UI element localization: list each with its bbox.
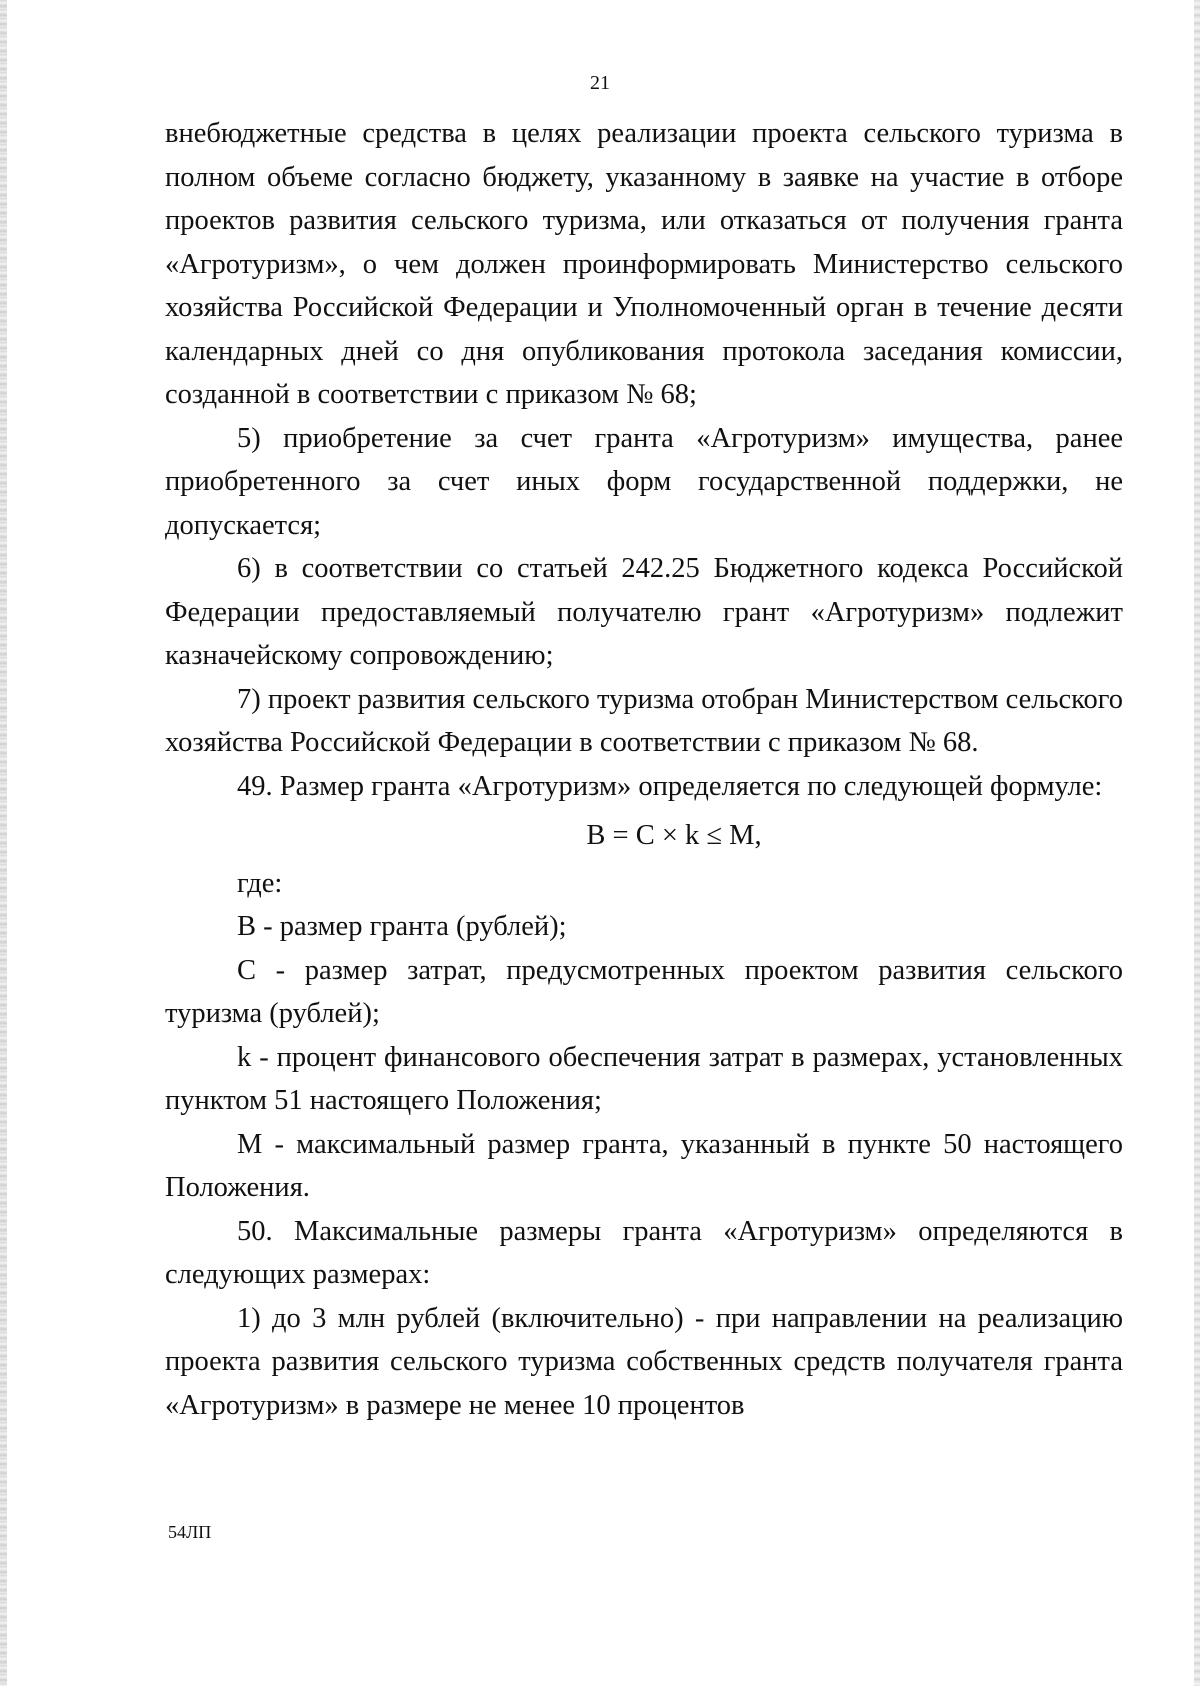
document-body xyxy=(165,112,1123,1427)
scan-edge-left xyxy=(0,0,7,1686)
paragraph-continuation: внебюджетные средства в целях реализации проекта сельского туризма в полном объеме согласно бюджету, указанному в заявке на участие в отборе проектов развития сельского туризма, или отказаться от получения гранта «Агротуризм», о чем должен проинформировать Министерство сельского хозяйства Российской Федерации и Уполномоченный орган в течение десяти календарных дней со дня опубликования протокола заседания комиссии, созданной в соответствии с приказом № 68; xyxy=(165,118,1123,410)
formula-def-k: k - процент финансового обеспечения затрат в размерах, установленных пунктом 51 настоящего Положения; xyxy=(165,1041,1123,1116)
list-item-7: 7) проект развития сельского туризма отобран Министерством сельского хозяйства Российской Федерации в соответствии с приказом № 68. xyxy=(165,683,1124,758)
page-number: 21 xyxy=(590,72,610,94)
clause-49: 49. Размер гранта «Агротуризм» определяется по следующей формуле: xyxy=(237,770,1103,802)
formula-where-label: где: xyxy=(237,867,283,899)
clause-50-item-1: 1) до 3 млн рублей (включительно) - при направлении на реализацию проекта развития сельского туризма собственных средств получателя гранта «Агротуризм» в размере не менее 10 процентов xyxy=(165,1302,1123,1421)
formula-def-c: C - размер затрат, предусмотренных проектом развития сельского туризма (рублей); xyxy=(165,954,1123,1029)
list-item-6: 6) в соответствии со статьей 242.25 Бюджетного кодекса Российской Федерации предоставляемый получателю грант «Агротуризм» подлежит казначейскому сопровождению; xyxy=(165,553,1123,671)
list-item-5: 5) приобретение за счет гранта «Агротуризм» имущества, ранее приобретенного за счет иных форм государственной поддержки, не допускается; xyxy=(165,422,1123,541)
grant-formula: B = C × k ≤ M, xyxy=(586,820,762,851)
formula-def-m: M - максимальный размер гранта, указанный в пункте 50 настоящего Положения. xyxy=(165,1128,1123,1203)
footer-document-code: 54ЛП xyxy=(168,1522,212,1542)
formula-def-b: B - размер гранта (рублей); xyxy=(237,911,567,942)
scan-edge-right xyxy=(1194,0,1200,1686)
clause-50: 50. Максимальные размеры гранта «Агротуризм» определяются в следующих размерах: xyxy=(165,1215,1123,1290)
